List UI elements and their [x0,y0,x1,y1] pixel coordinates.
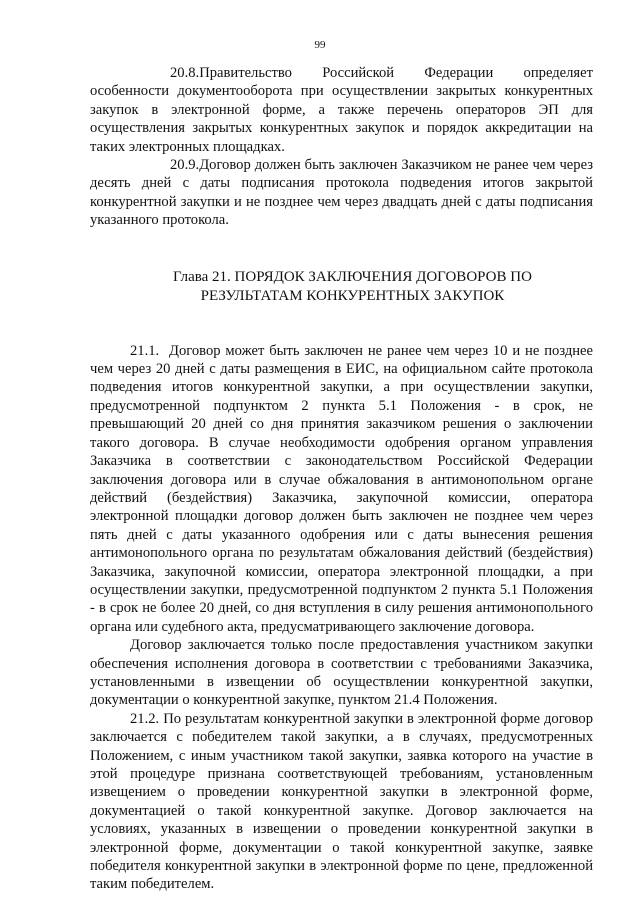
paragraph-21-2 [90,710,593,894]
chapter-heading-line-2: РЕЗУЛЬТАТАМ КОНКУРЕНТНЫХ ЗАКУПОК [200,287,505,304]
section-number: 20.9. [170,157,200,174]
chapter-heading [90,268,593,306]
paragraph-text: Договор может быть заключен не ранее чем через 10 и не позднее чем через 20 дней с даты размещения в ЕИС, на официальном сайте протокола подведения итогов конкурентной закупки, а при осуществлении закупки, предусмотренной подпунктом 2 пункта 5.1 Положения - в срок, не превышающий 20 дней со дня принятия заказчиком решения о заключении такого договора. В случае необходимости одобрения органом управления Заказчика в соответствии с законодательством Российской Федерации заключения договора или в случае обжалования в антимонопольном органе действий (бездействия) Заказчика, закупочной комиссии, оператора электронной площадки договор должен быть заключен не позднее чем через пять дней с даты указанного одобрения или с даты вынесения решения антимонопольного органа по результатам обжалования действий (бездействия) Заказчика, закупочной комиссии, оператора электронной площадки, а при осуществлении закупки, предусмотренной подпунктом 2 пункта 5.1 Положения - в срок не более 20 дней, со дня вступления в силу решения антимонопольного органа или судебного акта, предусматривающего заключение договора. [90,342,594,635]
paragraph-21-1 [90,342,593,637]
paragraph-21-1-continued [90,636,593,710]
section-number: 21.1. [130,342,160,359]
page-number: 99 [314,39,326,51]
section-number: 20.8. [170,65,200,81]
paragraph-text: Договор заключается только после предоставления участником закупки обеспечения исполнения договора в соответствии с требованиями Заказчика, установленными в извещении об осуществлении конкурентной закупки, документации о конкурентной закупке, пунктом 21.4 Положения. [90,637,593,709]
section-number: 21.2. [130,710,160,727]
paragraph-text: Правительство Российской Федерации определяет особенности документооборота при осуществлении закрытых конкурентных закупок в электронной форме, а также перечень операторов ЭП для осуществления закрытых конкурентных закупок и порядок аккредитации на таких электронных площадках. [90,65,593,155]
paragraph-text: По результатам конкурентной закупки в электронной форме договор заключается с победителем такой закупки, а в случаях, предусмотренных Положением, с иным участником такой закупки, заявка которого на участие в этой процедуре признана соответствующей требованиям, установленным извещением о проведении конкурентной закупки в электронной форме, документацией о такой конкурентной закупке. Договор заключается на условиях, указанных в извещении о проведении конкурентной закупки в электронной форме, документации о такой конкурентной закупке, заявке победителя конкурентной закупки в электронной форме по цене, предложенной таким победителем. [90,710,593,893]
paragraph-20-8 [90,64,593,156]
page-content [90,64,593,894]
paragraph-text: Договор должен быть заключен Заказчиком не ранее чем через десять дней с даты подписания протокола подведения итогов закрытой конкурентной закупки и не позднее чем через двадцать дней с даты подписания указанного протокола. [90,157,593,229]
paragraph-20-9 [90,156,593,230]
chapter-heading-line-1: Глава 21. ПОРЯДОК ЗАКЛЮЧЕНИЯ ДОГОВОРОВ ПО [173,268,532,285]
